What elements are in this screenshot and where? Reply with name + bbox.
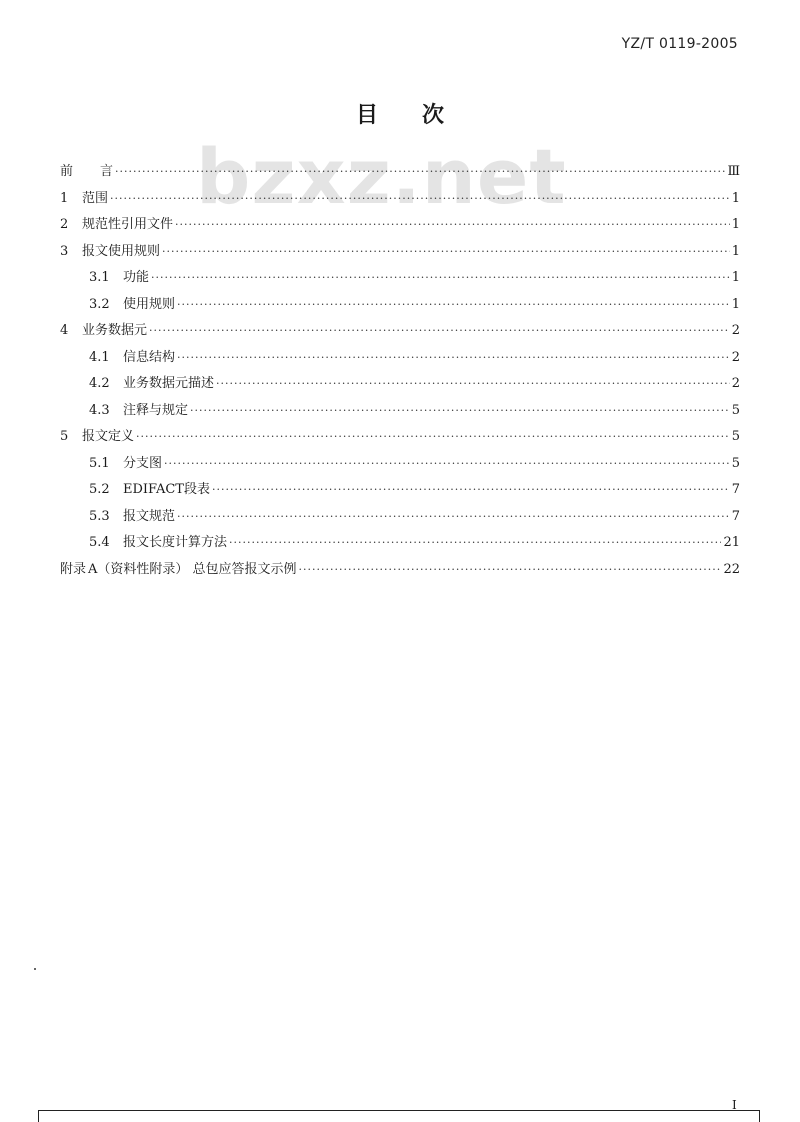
toc-label: 言 xyxy=(100,164,114,179)
toc-number: 4.1 xyxy=(89,349,110,365)
scan-speck xyxy=(34,968,36,970)
toc-page: 2 xyxy=(731,349,740,365)
toc-number: 5.4 xyxy=(89,535,110,550)
standard-code: YZ/T 0119-2005 xyxy=(621,36,738,52)
toc-label: 使用规则 xyxy=(123,296,176,312)
toc-number: 4.3 xyxy=(89,402,110,418)
toc-page: 1 xyxy=(731,190,740,206)
toc-entry-4-2[interactable] xyxy=(60,372,740,399)
toc-label: 功能 xyxy=(123,270,150,285)
toc-entry-5[interactable] xyxy=(60,425,740,452)
toc-number: 1 xyxy=(60,190,69,206)
toc-page: 7 xyxy=(731,482,740,497)
toc-label: 业务数据元描述 xyxy=(123,376,215,391)
toc-label: 规范性引用文件 xyxy=(82,217,174,232)
toc-entry-foreword[interactable] xyxy=(60,160,740,187)
toc-label: 注释与规定 xyxy=(123,402,189,418)
toc-entry-1[interactable] xyxy=(60,187,740,214)
toc-number: 4.2 xyxy=(89,376,110,391)
toc-page: 1 xyxy=(731,296,740,312)
toc-label: 业务数据元 xyxy=(82,323,148,338)
toc-entry-4-3[interactable] xyxy=(60,399,740,426)
toc-page: 5 xyxy=(731,402,740,418)
toc-page: 5 xyxy=(731,429,740,444)
toc-entry-3[interactable] xyxy=(60,240,740,267)
toc-label: 报文长度计算方法 xyxy=(123,535,228,550)
toc-number: 5 xyxy=(60,429,69,444)
toc-number: 3 xyxy=(60,243,69,259)
toc-page: 22 xyxy=(723,561,740,577)
toc-number: 前 xyxy=(60,164,74,179)
toc-number: 3.2 xyxy=(89,296,110,312)
toc-entry-5-3[interactable] xyxy=(60,505,740,532)
toc-label: 报文规范 xyxy=(123,508,176,524)
toc-entry-4-1[interactable] xyxy=(60,346,740,373)
bottom-frame xyxy=(38,1110,760,1122)
leader-dots xyxy=(212,483,730,496)
toc-label: 分支图 xyxy=(123,455,163,471)
toc-page: 2 xyxy=(731,323,740,338)
leader-dots xyxy=(299,563,722,576)
toc-entry-3-2[interactable] xyxy=(60,293,740,320)
leader-dots xyxy=(177,298,730,311)
toc-number: 4 xyxy=(60,323,69,338)
toc-number: 5.1 xyxy=(89,455,110,471)
toc-entry-5-2[interactable] xyxy=(60,478,740,505)
toc-entry-3-1[interactable] xyxy=(60,266,740,293)
toc-entry-5-4[interactable] xyxy=(60,531,740,558)
leader-dots xyxy=(177,510,730,523)
leader-dots xyxy=(151,271,730,284)
toc-page: 1 xyxy=(731,270,740,285)
toc-entry-annex-a[interactable] xyxy=(60,558,740,585)
toc-label: 范围 xyxy=(82,190,109,206)
toc-page: Ⅲ xyxy=(727,164,740,179)
toc-label: 报文定义 xyxy=(82,429,135,444)
watermark: bzxz.net xyxy=(196,132,567,221)
leader-dots xyxy=(162,245,730,258)
toc-page: 2 xyxy=(731,376,740,391)
toc-page: 1 xyxy=(731,243,740,259)
leader-dots xyxy=(115,165,725,178)
page-folio: I xyxy=(732,1098,737,1112)
page-title xyxy=(0,98,800,129)
toc-entry-5-1[interactable] xyxy=(60,452,740,479)
leader-dots xyxy=(110,192,730,205)
title-char-2: 次 xyxy=(422,103,445,128)
leader-dots xyxy=(136,430,730,443)
title-char-1: 目 xyxy=(355,103,378,128)
toc-number: 5.2 xyxy=(89,482,110,497)
leader-dots xyxy=(177,351,730,364)
toc-label: EDIFACT段表 xyxy=(123,482,210,497)
toc-page: 7 xyxy=(731,508,740,524)
leader-dots xyxy=(216,377,730,390)
leader-dots xyxy=(175,218,730,231)
toc-page: 1 xyxy=(731,217,740,232)
toc-number: 附录 xyxy=(60,561,87,577)
toc-number: 3.1 xyxy=(89,270,110,285)
toc-page: 5 xyxy=(731,455,740,471)
toc-entry-4[interactable] xyxy=(60,319,740,346)
toc-label: A（资料性附录） 总包应答报文示例 xyxy=(88,561,297,577)
leader-dots xyxy=(229,536,721,549)
toc-page: 21 xyxy=(723,535,740,550)
toc-number: 5.3 xyxy=(89,508,110,524)
toc-label: 报文使用规则 xyxy=(82,243,161,259)
toc-label: 信息结构 xyxy=(123,349,176,365)
leader-dots xyxy=(149,324,730,337)
table-of-contents xyxy=(60,160,740,584)
toc-entry-2[interactable] xyxy=(60,213,740,240)
leader-dots xyxy=(164,457,730,470)
leader-dots xyxy=(190,404,730,417)
toc-number: 2 xyxy=(60,217,69,232)
